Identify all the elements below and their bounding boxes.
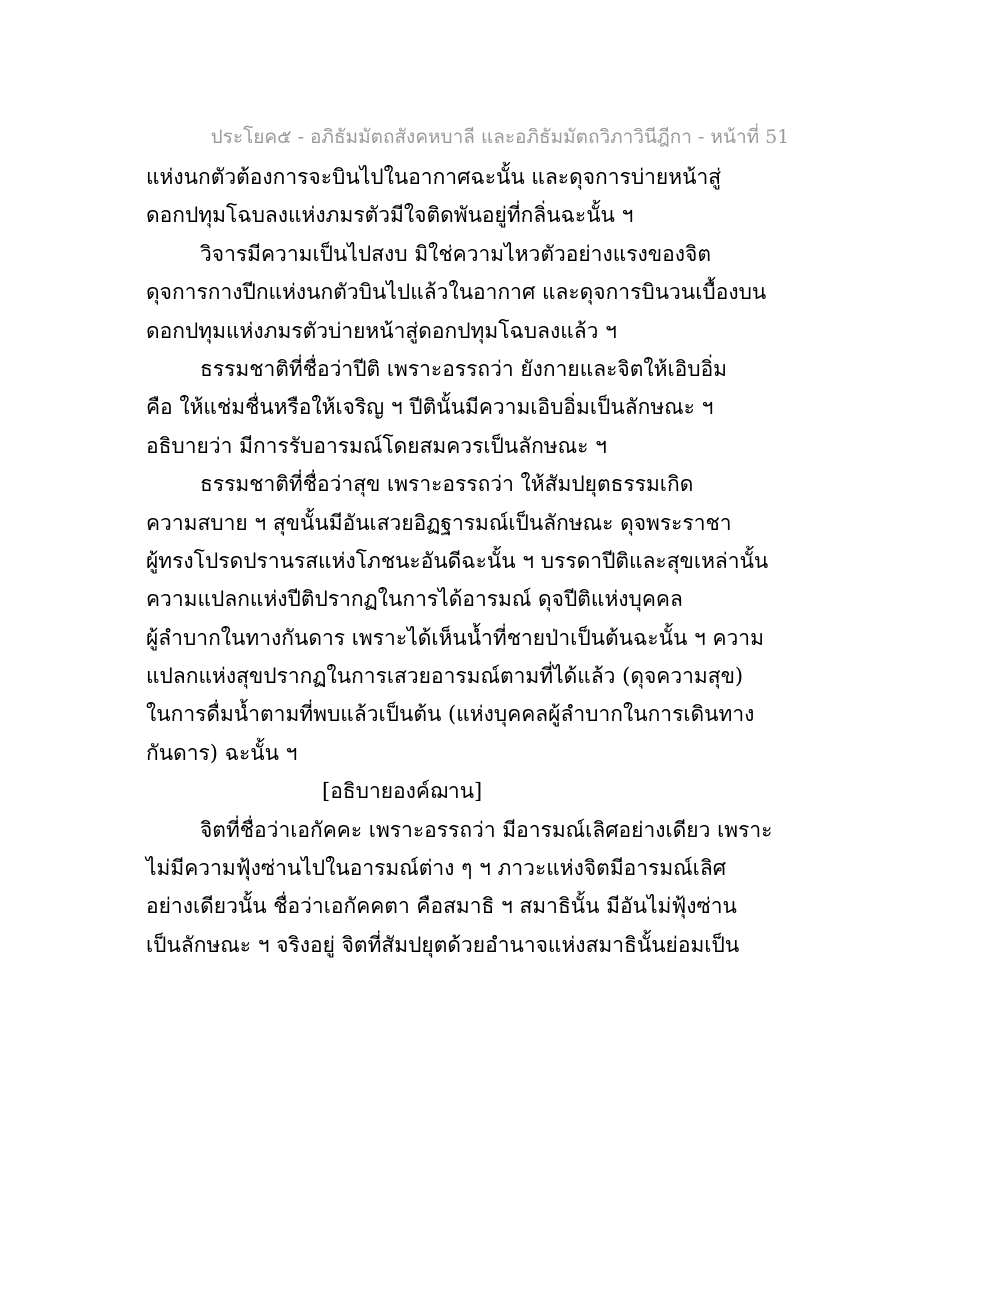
text-line: อธิบายว่า มีการรับอารมณ์โดยสมควรเป็นลักษณะ ฯ [146, 433, 607, 458]
section-heading: [อธิบายองค์ฌาน] [322, 779, 483, 804]
text-line: กันดาร) ฉะนั้น ฯ [146, 740, 298, 765]
text-line: คือ ให้แช่มชื่นหรือให้เจริญ ฯ ปีตินั้นมีความเอิบอิ่มเป็นลักษณะ ฯ [146, 395, 714, 420]
text-line: ดอกปทุมแห่งภมรตัวบ่ายหน้าสู่ดอกปทุมโฉบลงแล้ว ฯ [146, 318, 617, 343]
text-line: ในการดื่มน้ำตามที่พบแล้วเป็นต้น (แห่งบุคคลผู้ลำบากในการเดินทาง [146, 702, 755, 727]
text-line: ดุจการกางปีกแห่งนกตัวบินไปแล้วในอากาศ และดุจการบินวนเบื้องบน [146, 280, 767, 305]
paragraph-start-line: วิจารมีความเป็นไปสงบ มิใช่ความไหวตัวอย่างแรงของจิต [200, 241, 711, 266]
body-text [146, 158, 866, 964]
paragraph-start-line: จิตที่ชื่อว่าเอกัคคะ เพราะอรรถว่า มีอารมณ์เลิศอย่างเดียว เพราะ [200, 817, 773, 842]
text-line: อย่างเดียวนั้น ชื่อว่าเอกัคคตา คือสมาธิ ฯ สมาธินั้น มีอันไม่ฟุ้งซ่าน [146, 894, 737, 919]
text-line: ผู้ทรงโปรดปรานรสแห่งโภชนะอันดีฉะนั้น ฯ บรรดาปีติและสุขเหล่านั้น [146, 548, 769, 573]
text-line: ความสบาย ฯ สุขนั้นมีอันเสวยอิฏฐารมณ์เป็นลักษณะ ดุจพระราชา [146, 510, 732, 535]
paragraph-start-line: ธรรมชาติที่ชื่อว่าสุข เพราะอรรถว่า ให้สัมปยุตธรรมเกิด [200, 472, 694, 497]
paragraph-start-line: ธรรมชาติที่ชื่อว่าปีติ เพราะอรรถว่า ยังกายและจิตให้เอิบอิ่ม [200, 356, 728, 381]
running-header-text: ประโยค๕ - อภิธัมมัตถสังคหบาลี และอภิธัมมัตถวิภาวินีฎีกา - หน้าที่ 51 [210, 126, 790, 148]
text-line: ดอกปทุมโฉบลงแห่งภมรตัวมีใจติดพันอยู่ที่กลิ่นฉะนั้น ฯ [146, 203, 634, 228]
text-line: ความแปลกแห่งปีติปรากฏในการได้อารมณ์ ดุจปีติแห่งบุคคล [146, 587, 683, 612]
running-header [0, 122, 1000, 152]
text-line: แห่งนกตัวต้องการจะบินไปในอากาศฉะนั้น และดุจการบ่ายหน้าสู่ [146, 165, 722, 189]
text-line: เป็นลักษณะ ฯ จริงอยู่ จิตที่สัมปยุตด้วยอำนาจแห่งสมาธินั้นย่อมเป็น [146, 932, 740, 957]
text-line: ผู้ลำบากในทางกันดาร เพราะได้เห็นน้ำที่ชายป่าเป็นต้นฉะนั้น ฯ ความ [146, 625, 764, 650]
text-line: ไม่มีความฟุ้งซ่านไปในอารมณ์ต่าง ๆ ฯ ภาวะแห่งจิตมีอารมณ์เลิศ [146, 856, 727, 881]
text-line: แปลกแห่งสุขปรากฏในการเสวยอารมณ์ตามที่ได้แล้ว (ดุจความสุข) [146, 664, 744, 689]
